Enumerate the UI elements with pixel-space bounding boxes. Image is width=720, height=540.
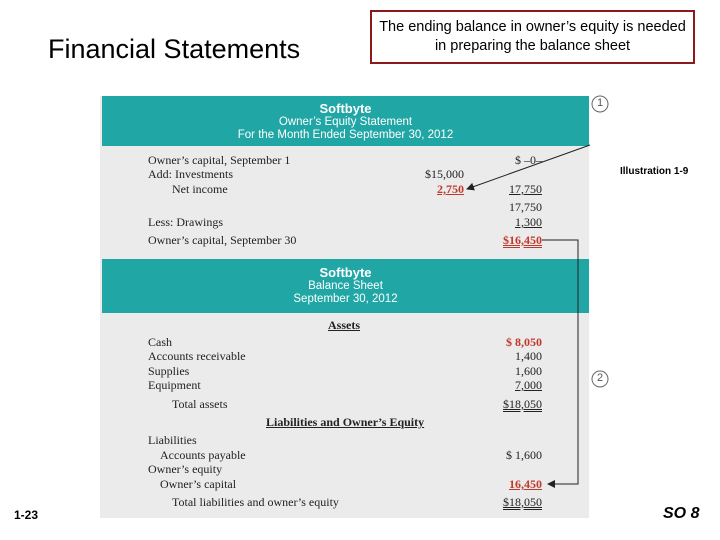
callout-box: The ending balance in owner’s equity is needed in preparing the balance sheet xyxy=(370,10,695,64)
owners-capital-value: 16,450 xyxy=(509,477,542,491)
bs-date: September 30, 2012 xyxy=(293,293,398,305)
asset-value: 7,000 xyxy=(515,378,542,392)
row-label: Net income xyxy=(172,182,228,196)
slide-number: 1-23 xyxy=(14,508,39,522)
accounts-payable-label: Accounts payable xyxy=(160,448,246,462)
asset-label: Accounts receivable xyxy=(148,349,246,363)
equity-company: Softbyte xyxy=(319,101,372,116)
row-label: Owner’s capital, September 30 xyxy=(148,233,297,247)
equity-statement-name: Owner’s Equity Statement xyxy=(278,116,413,128)
asset-value: 1,600 xyxy=(515,364,542,378)
liabilities-heading: Liabilities and Owner’s Equity xyxy=(266,415,425,429)
row-value: 1,300 xyxy=(515,215,542,229)
liabilities-label: Liabilities xyxy=(148,433,197,447)
asset-value: $ 8,050 xyxy=(506,335,542,349)
bs-company: Softbyte xyxy=(319,265,372,280)
row-value: $15,000 xyxy=(425,167,464,181)
step-marker-2-label: 2 xyxy=(596,372,604,384)
net-income-value: 2,750 xyxy=(437,182,464,196)
total-liabilities-value: $18,050 xyxy=(503,495,542,509)
row-label: Owner’s capital, September 1 xyxy=(148,153,291,167)
total-assets-value: $18,050 xyxy=(503,397,542,411)
row-value: 17,750 xyxy=(509,200,542,214)
row-label: Less: Drawings xyxy=(148,215,223,229)
ending-capital-value: $16,450 xyxy=(503,233,542,247)
asset-label: Supplies xyxy=(148,364,190,378)
asset-value: 1,400 xyxy=(515,349,542,363)
row-value: 17,750 xyxy=(509,182,542,196)
study-objective: SO 8 xyxy=(663,505,700,522)
assets-heading: Assets xyxy=(328,318,360,332)
owners-capital-label: Owner’s capital xyxy=(160,477,237,491)
slide-title: Financial Statements xyxy=(48,34,301,64)
total-liabilities-label: Total liabilities and owner’s equity xyxy=(172,495,339,509)
row-label: Add: Investments xyxy=(148,167,233,181)
bs-name: Balance Sheet xyxy=(308,280,383,292)
total-assets-label: Total assets xyxy=(172,397,228,411)
row-value: $ –0– xyxy=(515,153,542,167)
asset-label: Equipment xyxy=(148,378,201,392)
capital-link-arrow xyxy=(542,240,578,484)
owners-equity-label: Owner’s equity xyxy=(148,462,223,476)
accounts-payable-value: $ 1,600 xyxy=(506,448,542,462)
asset-label: Cash xyxy=(148,335,172,349)
callout-arrow xyxy=(467,145,590,189)
illustration-label: Illustration 1-9 xyxy=(620,166,689,177)
step-marker-1-label: 1 xyxy=(596,97,604,109)
equity-period: For the Month Ended September 30, 2012 xyxy=(237,129,454,141)
